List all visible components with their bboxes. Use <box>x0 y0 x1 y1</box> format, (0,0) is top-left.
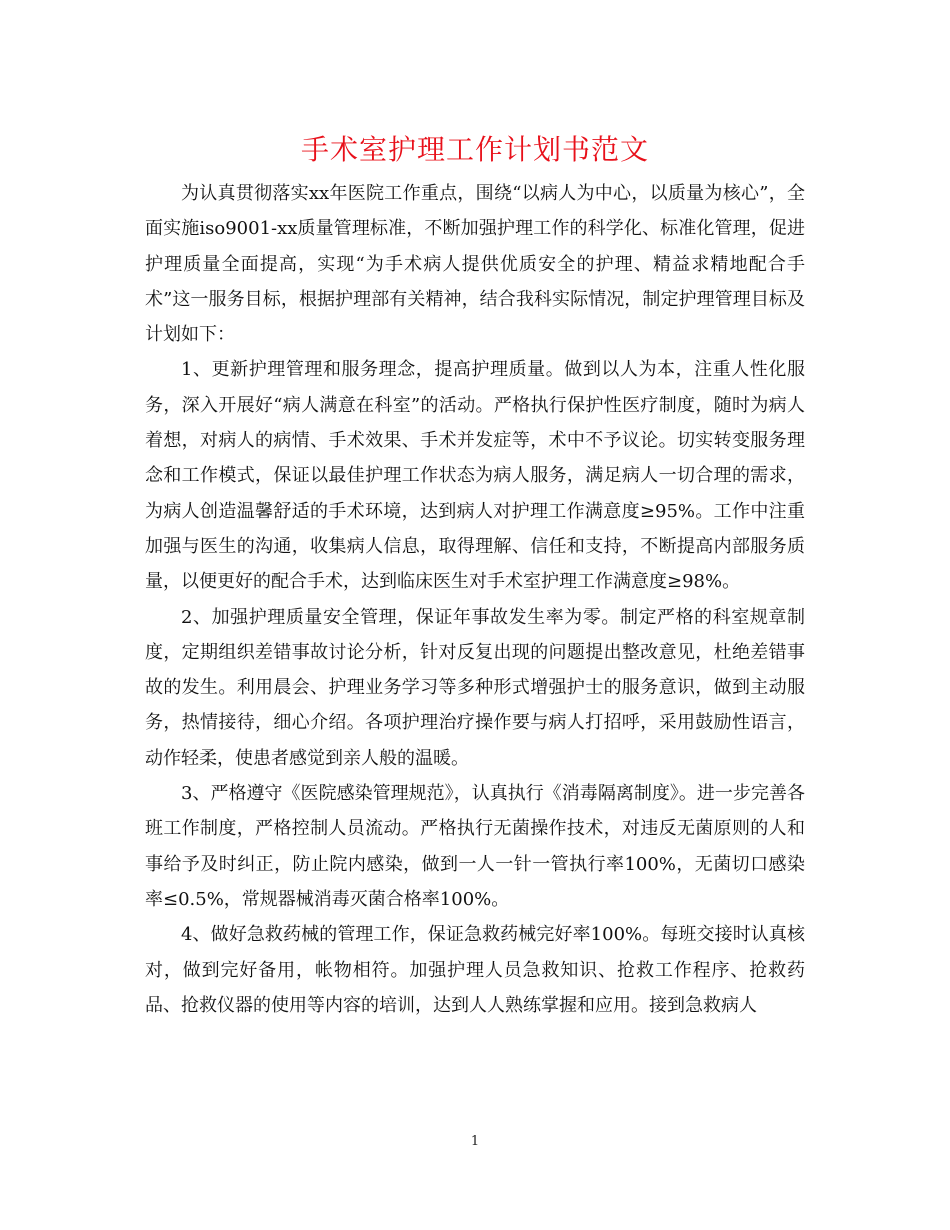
intro-paragraph: 为认真贯彻落实xx年医院工作重点，围绕“以病人为中心，以质量为核心”，全面实施iso9001-xx质量管理标准，不断加强护理工作的科学化、标准化管理，促进护理质量全面提高，实现“为手术病人提供优质安全的护理、精益求精地配合手术”这一服务目标，根据护理部有关精神，结合我科实际情况，制定护理管理目标及计划如下： <box>145 183 805 346</box>
document-body <box>145 176 805 1023</box>
page-number: 1 <box>470 1134 480 1149</box>
paragraph-1: 1、更新护理管理和服务理念，提高护理质量。做到以人为本，注重人性化服务，深入开展好“病人满意在科室”的活动。严格执行保护性医疗制度，随时为病人着想，对病人的病情、手术效果、手术并发症等，术中不予议论。切实转变服务理念和工作模式，保证以最佳护理工作状态为病人服务，满足病人一切合理的需求，为病人创造温馨舒适的手术环境，达到病人对护理工作满意度≥95%。工作中注重加强与医生的沟通，收集病人信息，取得理解、信任和支持，不断提高内部服务质量，以便更好的配合手术，达到临床医生对手术室护理工作满意度≥98%。 <box>145 359 805 593</box>
document-title: 手术室护理工作计划书范文 <box>300 133 649 166</box>
paragraph-2: 2、加强护理质量安全管理，保证年事故发生率为零。制定严格的科室规章制度，定期组织差错事故讨论分析，针对反复出现的问题提出整改意见，杜绝差错事故的发生。利用晨会、护理业务学习等多种形式增强护士的服务意识，做到主动服务，热情接待，细心介绍。各项护理治疗操作要与病人打招呼，采用鼓励性语言，动作轻柔，使患者感觉到亲人般的温暖。 <box>145 606 805 769</box>
paragraph-4: 4、做好急救药械的管理工作，保证急救药械完好率100%。每班交接时认真核对，做到完好备用，帐物相符。加强护理人员急救知识、抢救工作程序、抢救药品、抢救仪器的使用等内容的培训，达到人人熟练掌握和应用。接到急救病人 <box>145 924 805 1016</box>
paragraph-3: 3、严格遵守《医院感染管理规范》，认真执行《消毒隔离制度》。进一步完善各班工作制度，严格控制人员流动。严格执行无菌操作技术，对违反无菌原则的人和事给予及时纠正，防止院内感染，做到一人一针一管执行率100%，无菌切口感染率≤0.5%，常规器械消毒灭菌合格率100%。 <box>145 783 805 910</box>
